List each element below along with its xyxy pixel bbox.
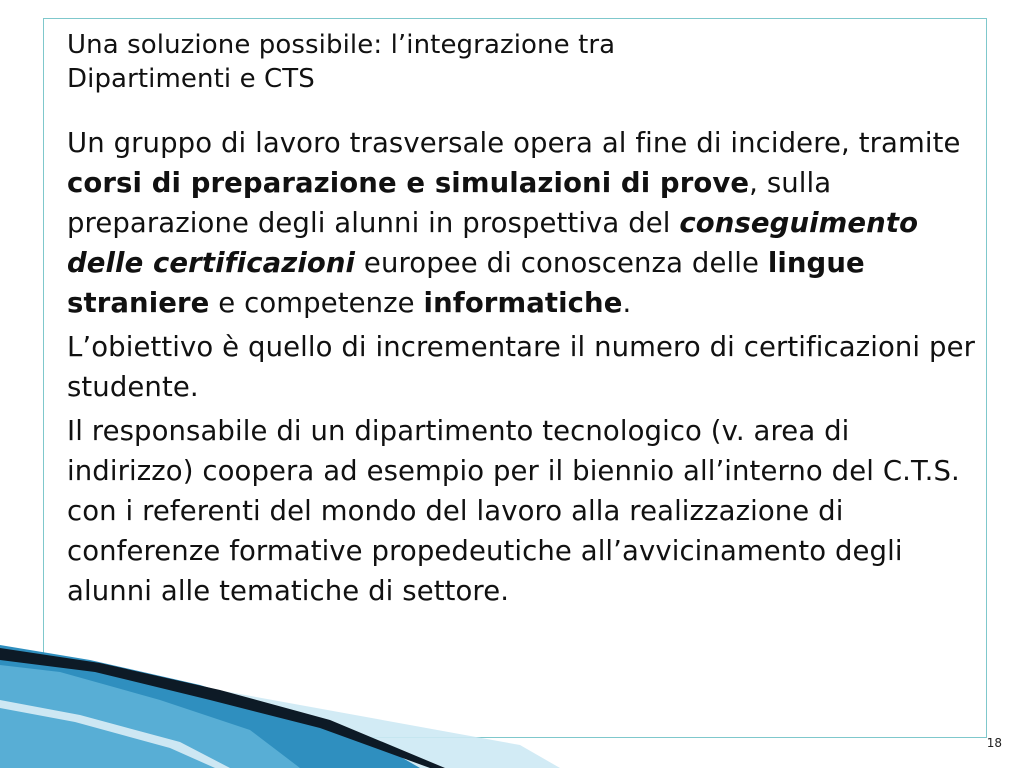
paragraph-objective: L’obiettivo è quello di incrementare il numero di certificazioni per studente. bbox=[67, 331, 975, 403]
paragraph-1-text-1: Un gruppo di lavoro trasversale opera al fine di incidere, tramite bbox=[67, 127, 961, 159]
paragraph-1-text-2: , sulla preparazione degli alunni in prospettiva del bbox=[67, 167, 832, 239]
paragraph-1-text-5: . bbox=[622, 287, 632, 319]
slide-title-line-1: Una soluzione possibile: l’integrazione tra bbox=[67, 30, 616, 60]
slide-title bbox=[67, 28, 983, 96]
slide-title-line-2: Dipartimenti e CTS bbox=[67, 64, 315, 94]
paragraph-department-manager: Il responsabile di un dipartimento tecnologico (v. area di indirizzo) coopera ad esempio per il biennio all’interno del C.T.S. con i referenti del mondo del lavoro alla realizzazione di conferenze formative propedeutiche all’avvicinamento degli alunni alle tematiche di settore. bbox=[67, 415, 960, 607]
paragraph-certifications bbox=[67, 123, 983, 323]
page-number: 18 bbox=[986, 736, 1002, 750]
paragraph-1-bold-courses: corsi di preparazione e simulazioni di prove bbox=[67, 167, 750, 199]
paragraph-1-bold-languages: lingue straniere bbox=[67, 247, 865, 319]
slide-body bbox=[67, 28, 983, 615]
paragraph-1-text-3: europee di conoscenza delle bbox=[355, 247, 768, 279]
paragraph-1-text-4: e competenze bbox=[209, 287, 424, 319]
paragraph-1-bold-computing: informatiche bbox=[423, 287, 623, 319]
paragraph-1-bold-italic-certifications: conseguimento delle certificazioni bbox=[67, 207, 919, 279]
